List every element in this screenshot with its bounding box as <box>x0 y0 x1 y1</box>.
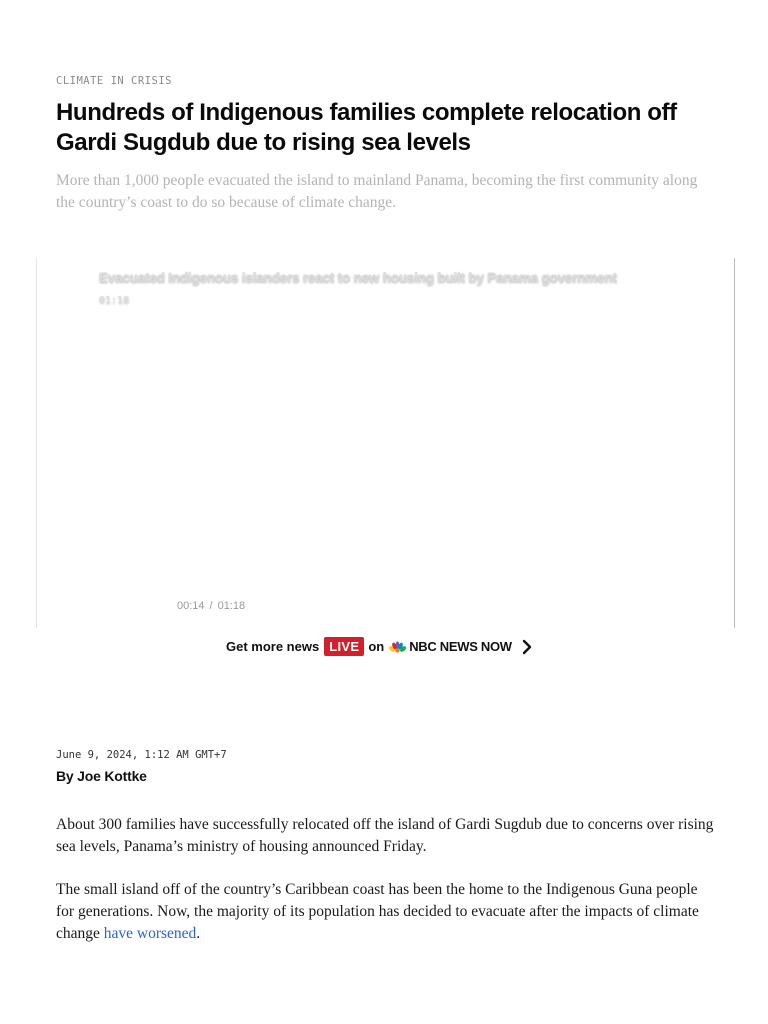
video-title: Evacuated Indigenous islanders react to new housing built by Panama government <box>99 270 617 285</box>
live-news-promo-link[interactable] <box>226 637 533 656</box>
video-time-separator: / <box>209 600 213 612</box>
video-total-time: 01:18 <box>217 600 246 612</box>
video-player[interactable] <box>36 258 735 628</box>
article-paragraph-1: About 300 families have successfully relocated off the island of Gardi Sugdub due to concerns over rising sea levels, Panama’s ministry of housing announced Friday. <box>56 816 714 855</box>
article-paragraph-2 <box>56 879 716 945</box>
paragraph-2-text: The small island off of the country’s Caribbean coast has been the home to the Indigenous Guna people for generations. Now, the majority of its population has decided to evacuate after the impacts of climate change <box>56 881 699 942</box>
video-current-time: 00:14 <box>177 600 205 612</box>
dek: More than 1,000 people evacuated the island to mainland Panama, becoming the first community along the country’s coast to do so because of climate change. <box>56 172 698 211</box>
live-badge: LIVE <box>324 637 364 656</box>
byline[interactable]: By Joe Kottke <box>56 768 147 784</box>
video-duration: 01:18 <box>99 295 130 306</box>
paragraph-2-end: . <box>196 925 201 942</box>
peacock-logo-icon <box>389 641 406 653</box>
publish-date: June 9, 2024, 1:12 AM GMT+7 <box>56 749 227 761</box>
promo-prefix: Get more news <box>226 639 320 654</box>
headline: Hundreds of Indigenous families complete relocation off Gardi Sugdub due to rising sea levels <box>56 99 677 156</box>
promo-on: on <box>368 639 385 654</box>
section-eyebrow[interactable]: CLIMATE IN CRISIS <box>56 75 172 87</box>
have-worsened-link[interactable]: have worsened <box>103 925 197 942</box>
video-time-display <box>177 600 245 612</box>
chevron-right-icon <box>521 639 533 655</box>
nbc-news-now-brand: NBC NEWS NOW <box>409 639 512 654</box>
